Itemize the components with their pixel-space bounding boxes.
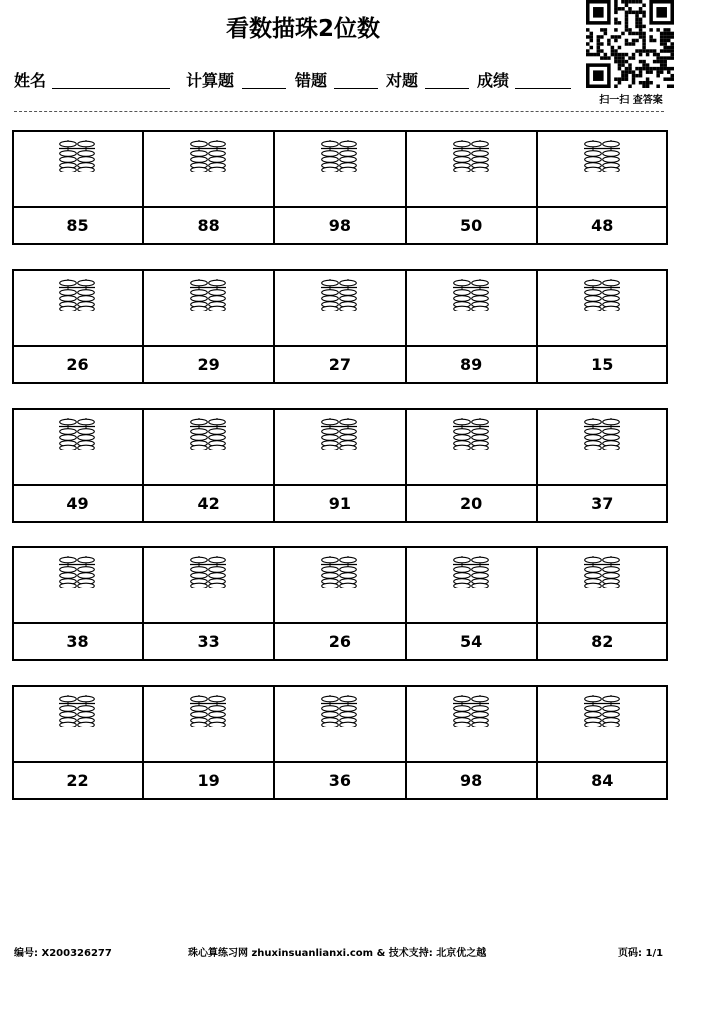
exercise-cell — [12, 408, 143, 523]
exercise-group — [12, 269, 668, 384]
exercise-cell — [537, 408, 668, 523]
exercise-cell — [406, 269, 537, 384]
abacus-icon — [59, 418, 95, 450]
exercise-cell — [12, 269, 143, 384]
target-number: 38 — [66, 632, 89, 651]
target-number: 98 — [328, 216, 352, 235]
exercise-cell — [274, 685, 405, 800]
exercise-cell — [406, 408, 537, 523]
footer-page: 页码: 1/1 — [618, 948, 664, 959]
exercise-cell — [274, 546, 405, 661]
right-blank[interactable] — [425, 88, 469, 89]
abacus-icon — [321, 695, 357, 727]
target-number: 54 — [459, 632, 483, 651]
target-number: 20 — [459, 494, 483, 513]
exercise-cell — [537, 269, 668, 384]
abacus-icon — [584, 695, 620, 727]
abacus-icon — [453, 695, 489, 727]
abacus-icon — [190, 418, 226, 450]
bead-drawing-area[interactable] — [12, 408, 143, 485]
target-number: 42 — [197, 494, 220, 513]
bead-drawing-area[interactable] — [406, 269, 537, 346]
abacus-icon — [321, 140, 357, 172]
dashed-divider — [14, 111, 664, 112]
footer-code: 编号: X200326277 — [14, 948, 112, 959]
exercise-cell — [406, 546, 537, 661]
bead-drawing-area[interactable] — [537, 269, 668, 346]
exercise-cell — [406, 130, 537, 245]
bead-drawing-area[interactable] — [274, 408, 405, 485]
bead-drawing-area[interactable] — [143, 408, 274, 485]
abacus-icon — [321, 279, 357, 311]
bead-drawing-area[interactable] — [537, 685, 668, 762]
exercise-cell — [143, 408, 274, 523]
bead-drawing-area[interactable] — [12, 546, 143, 623]
abacus-icon — [321, 418, 357, 450]
exercise-cell — [143, 130, 274, 245]
exercise-cell — [537, 130, 668, 245]
student-info-row — [14, 68, 584, 92]
bead-drawing-area[interactable] — [406, 408, 537, 485]
exercise-cell — [274, 130, 405, 245]
abacus-icon — [453, 556, 489, 588]
exercise-group — [12, 408, 668, 523]
target-number: 22 — [66, 771, 89, 790]
target-number: 26 — [66, 355, 89, 374]
bead-drawing-area[interactable] — [143, 685, 274, 762]
abacus-icon — [453, 418, 489, 450]
score-label: 成绩 — [477, 71, 510, 90]
target-number: 36 — [328, 771, 352, 790]
calc-blank[interactable] — [242, 88, 286, 89]
target-number: 49 — [66, 494, 89, 513]
exercise-group — [12, 130, 668, 245]
bead-drawing-area[interactable] — [274, 685, 405, 762]
page-title: 看数描珠2位数 — [225, 16, 380, 42]
footer-site: 珠心算练习网 zhuxinsuanlianxi.com & 技术支持: 北京优之越 — [188, 948, 487, 959]
exercise-cell — [12, 130, 143, 245]
exercise-cell — [143, 685, 274, 800]
abacus-icon — [59, 556, 95, 588]
abacus-icon — [584, 556, 620, 588]
target-number: 98 — [459, 771, 483, 790]
exercise-cell — [12, 685, 143, 800]
bead-drawing-area[interactable] — [274, 546, 405, 623]
bead-drawing-area[interactable] — [274, 269, 405, 346]
bead-drawing-area[interactable] — [406, 546, 537, 623]
bead-drawing-area[interactable] — [143, 546, 274, 623]
target-number: 84 — [591, 771, 614, 790]
bead-drawing-area[interactable] — [12, 685, 143, 762]
target-number: 48 — [591, 216, 614, 235]
abacus-icon — [190, 556, 226, 588]
wrong-blank[interactable] — [334, 88, 378, 89]
abacus-icon — [59, 279, 95, 311]
bead-drawing-area[interactable] — [537, 546, 668, 623]
bead-drawing-area[interactable] — [274, 130, 405, 207]
exercise-cell — [274, 269, 405, 384]
bead-drawing-area[interactable] — [537, 130, 668, 207]
abacus-icon — [59, 695, 95, 727]
wrong-label: 错题 — [295, 71, 328, 90]
qr-caption: 扫一扫 查答案 — [599, 95, 663, 106]
exercise-cell — [537, 546, 668, 661]
bead-drawing-area[interactable] — [406, 130, 537, 207]
exercise-group — [12, 546, 668, 661]
target-number: 91 — [328, 494, 352, 513]
exercise-cell — [143, 269, 274, 384]
score-blank[interactable] — [515, 88, 571, 89]
target-number: 37 — [591, 494, 614, 513]
target-number: 88 — [197, 216, 220, 235]
target-number: 26 — [328, 632, 352, 651]
abacus-icon — [453, 279, 489, 311]
exercise-cell — [274, 408, 405, 523]
target-number: 29 — [197, 355, 220, 374]
name-blank[interactable] — [52, 88, 170, 89]
target-number: 33 — [197, 632, 220, 651]
target-number: 82 — [591, 632, 614, 651]
bead-drawing-area[interactable] — [12, 269, 143, 346]
bead-drawing-area[interactable] — [12, 130, 143, 207]
abacus-icon — [584, 279, 620, 311]
right-label: 对题 — [386, 71, 419, 90]
abacus-icon — [584, 418, 620, 450]
target-number: 85 — [66, 216, 89, 235]
abacus-icon — [190, 279, 226, 311]
target-number: 27 — [328, 355, 352, 374]
calc-label: 计算题 — [186, 71, 235, 90]
abacus-icon — [190, 140, 226, 172]
abacus-icon — [584, 140, 620, 172]
abacus-icon — [453, 140, 489, 172]
bead-drawing-area[interactable] — [406, 685, 537, 762]
target-number: 15 — [591, 355, 614, 374]
abacus-icon — [321, 556, 357, 588]
exercise-cell — [406, 685, 537, 800]
target-number: 89 — [459, 355, 483, 374]
exercise-group — [12, 685, 668, 800]
exercise-cell — [143, 546, 274, 661]
bead-drawing-area[interactable] — [143, 269, 274, 346]
exercise-cell — [537, 685, 668, 800]
bead-drawing-area[interactable] — [143, 130, 274, 207]
abacus-icon — [59, 140, 95, 172]
name-label: 姓名 — [14, 71, 47, 90]
target-number: 50 — [459, 216, 483, 235]
abacus-icon — [190, 695, 226, 727]
bead-drawing-area[interactable] — [537, 408, 668, 485]
exercise-cell — [12, 546, 143, 661]
target-number: 19 — [197, 771, 220, 790]
qr-code — [586, 0, 674, 88]
